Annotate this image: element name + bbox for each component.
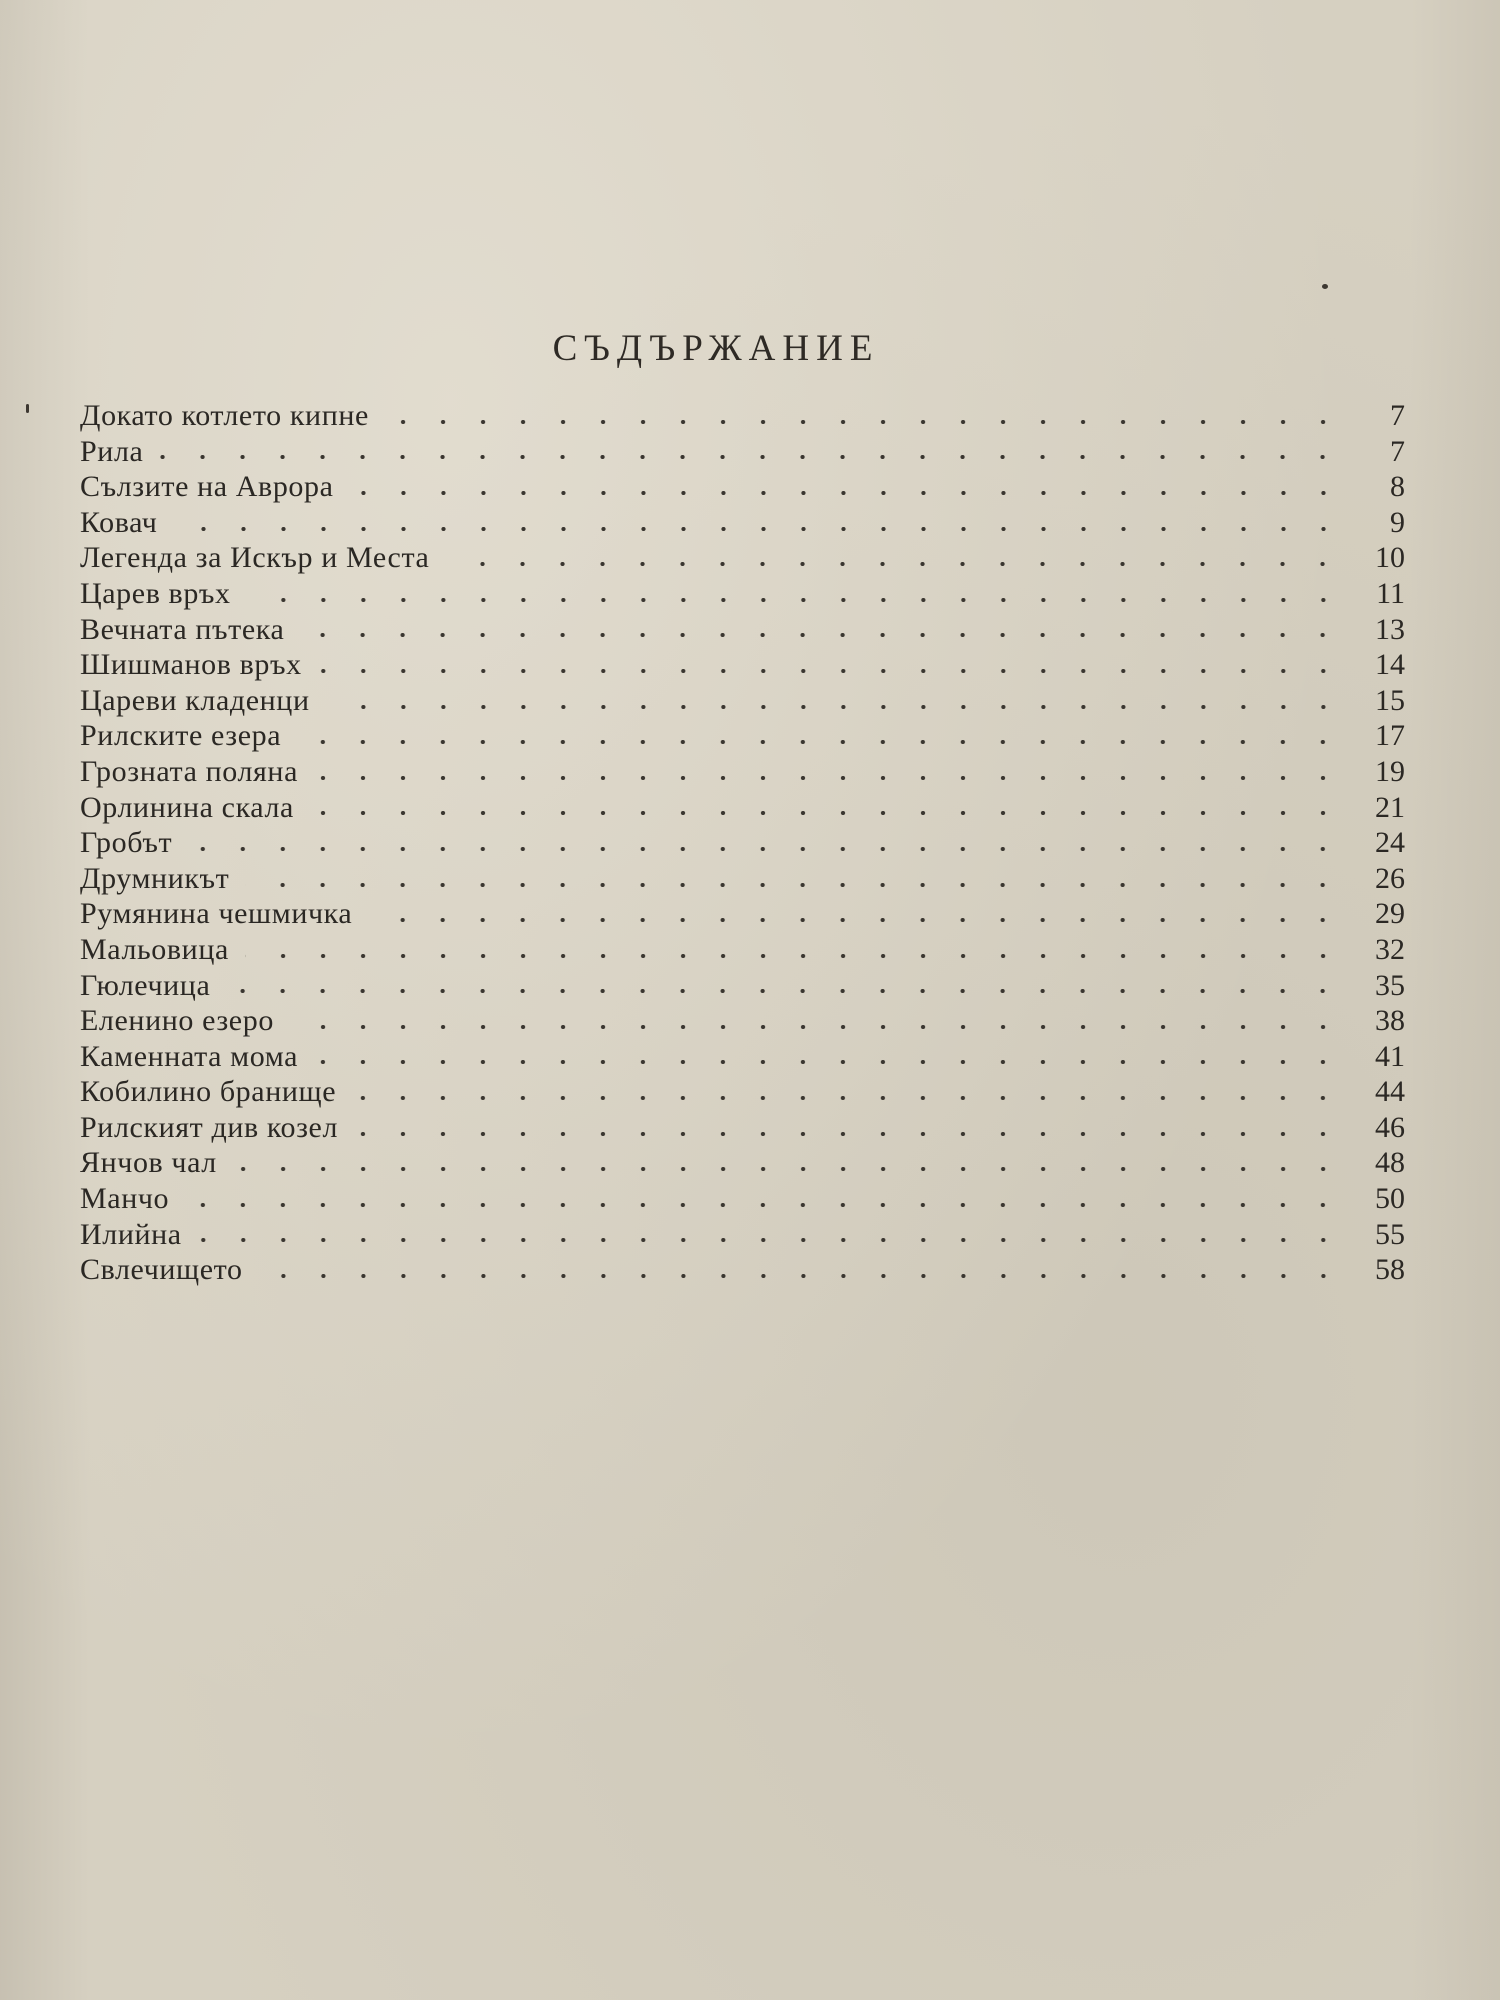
dot-leader bbox=[314, 1060, 1343, 1064]
toc-entry-page-number: 19 bbox=[1375, 754, 1405, 788]
dot-leader bbox=[245, 954, 1343, 958]
toc-entry-title: Мальовица bbox=[80, 932, 229, 966]
toc-entry bbox=[80, 612, 1405, 648]
toc-entry-title: Гробът bbox=[80, 826, 173, 860]
toc-entry-page-number: 58 bbox=[1375, 1253, 1405, 1287]
toc-entry-page-number: 46 bbox=[1375, 1110, 1405, 1144]
toc-entry-page-number: 55 bbox=[1375, 1217, 1405, 1251]
dot-leader bbox=[385, 420, 1343, 424]
dot-leader bbox=[368, 918, 1343, 922]
toc-entry-page-number: 13 bbox=[1375, 612, 1405, 646]
dot-leader bbox=[326, 705, 1343, 709]
toc-entry bbox=[80, 896, 1405, 932]
toc-entry-title: Кобилино бранище bbox=[80, 1075, 337, 1109]
toc-entry-page-number: 26 bbox=[1375, 861, 1405, 895]
toc-entry-title: Друмникът bbox=[80, 861, 230, 895]
dot-leader bbox=[318, 669, 1343, 673]
toc-entry-title: Манчо bbox=[80, 1182, 170, 1216]
toc-entry-page-number: 10 bbox=[1375, 541, 1405, 575]
dot-leader bbox=[185, 1203, 1343, 1207]
toc-entry bbox=[80, 1145, 1405, 1181]
toc-entry-page-number: 7 bbox=[1390, 434, 1405, 468]
toc-entry-page-number: 50 bbox=[1375, 1182, 1405, 1216]
toc-entry-page-number: 15 bbox=[1375, 683, 1405, 717]
toc-entry-page-number: 38 bbox=[1375, 1004, 1405, 1038]
toc-entry bbox=[80, 718, 1405, 754]
toc-entry-title: Шишманов връх bbox=[80, 648, 302, 682]
toc-entry-title: Каменната мома bbox=[80, 1039, 299, 1073]
toc-entry-page-number: 8 bbox=[1390, 470, 1405, 504]
toc-entry bbox=[80, 647, 1405, 683]
toc-entry bbox=[80, 434, 1405, 470]
toc-entry-title: Свлечището bbox=[80, 1253, 243, 1287]
toc-entry-title: Рилските езера bbox=[80, 719, 282, 753]
ink-speck bbox=[26, 404, 29, 413]
dot-leader bbox=[297, 740, 1343, 744]
toc-entry-title: Грозната поляна bbox=[80, 754, 298, 788]
toc-entry bbox=[80, 576, 1405, 612]
toc-entry bbox=[80, 861, 1405, 897]
toc-entry-page-number: 44 bbox=[1375, 1075, 1405, 1109]
dot-leader bbox=[226, 989, 1343, 993]
dot-leader bbox=[188, 847, 1343, 851]
toc-entry bbox=[80, 754, 1405, 790]
dot-leader bbox=[259, 1274, 1343, 1278]
toc-entry-page-number: 32 bbox=[1375, 932, 1405, 966]
toc-entry bbox=[80, 1003, 1405, 1039]
toc-entry bbox=[80, 1217, 1405, 1253]
toc-entry bbox=[80, 932, 1405, 968]
toc-entry-title: Сълзите на Аврора bbox=[80, 470, 334, 504]
dot-leader bbox=[352, 1096, 1343, 1100]
dot-leader bbox=[233, 1167, 1343, 1171]
dot-leader bbox=[174, 527, 1344, 531]
toc-entry-title: Легенда за Искър и Места bbox=[80, 541, 430, 575]
dot-leader bbox=[159, 455, 1343, 459]
toc-entry bbox=[80, 825, 1405, 861]
toc-entry bbox=[80, 1039, 1405, 1075]
dot-leader bbox=[300, 633, 1343, 637]
toc-entry-title: Янчов чал bbox=[80, 1146, 217, 1180]
toc-entry bbox=[80, 505, 1405, 541]
dot-leader bbox=[310, 811, 1343, 815]
toc-entry-title: Румянина чешмичка bbox=[80, 897, 353, 931]
toc-entry-title: Гюлечица bbox=[80, 968, 211, 1002]
dot-leader bbox=[290, 1025, 1343, 1029]
toc-entry-title: Докато котлето кипне bbox=[80, 399, 369, 432]
toc-entry-title: Еленино езеро bbox=[80, 1004, 274, 1038]
toc-entry-page-number: 48 bbox=[1375, 1146, 1405, 1180]
dot-leader bbox=[314, 776, 1343, 780]
dot-leader bbox=[198, 1238, 1343, 1242]
toc-entry-page-number: 7 bbox=[1390, 399, 1405, 432]
toc-entry bbox=[80, 1252, 1405, 1288]
table-of-contents bbox=[80, 398, 1405, 1288]
toc-entry-title: Вечната пътека bbox=[80, 612, 285, 646]
dot-leader bbox=[354, 1132, 1343, 1136]
toc-entry bbox=[80, 968, 1405, 1004]
toc-entry-page-number: 29 bbox=[1375, 897, 1405, 931]
toc-entry bbox=[80, 1074, 1405, 1110]
toc-entry-title: Рила bbox=[80, 434, 144, 468]
dot-leader bbox=[445, 562, 1343, 566]
toc-entry bbox=[80, 540, 1405, 576]
toc-entry-title: Царев връх bbox=[80, 576, 231, 610]
dot-leader bbox=[350, 491, 1343, 495]
toc-entry-page-number: 41 bbox=[1375, 1039, 1405, 1073]
toc-entry-page-number: 11 bbox=[1376, 576, 1405, 610]
toc-entry-page-number: 9 bbox=[1390, 505, 1405, 539]
toc-entry bbox=[80, 790, 1405, 826]
toc-entry-page-number: 21 bbox=[1375, 790, 1405, 824]
toc-entry-title: Илийна bbox=[80, 1217, 182, 1251]
toc-entry-page-number: 24 bbox=[1375, 826, 1405, 860]
ink-speck bbox=[1322, 284, 1328, 289]
toc-entry bbox=[80, 1110, 1405, 1146]
toc-entry-title: Рилският див козел bbox=[80, 1110, 339, 1144]
toc-entry bbox=[80, 683, 1405, 719]
toc-entry bbox=[80, 469, 1405, 505]
toc-entry-title: Ковач bbox=[80, 505, 158, 539]
toc-entry-title: Цареви кладенци bbox=[80, 683, 310, 717]
dot-leader bbox=[245, 883, 1343, 887]
toc-entry bbox=[80, 1181, 1405, 1217]
page-title: СЪДЪРЖАНИЕ bbox=[552, 327, 880, 369]
toc-entry-title: Орлинина скала bbox=[80, 790, 294, 824]
toc-entry-page-number: 35 bbox=[1375, 968, 1405, 1002]
toc-entry bbox=[80, 398, 1405, 434]
toc-entry-page-number: 17 bbox=[1375, 719, 1405, 753]
dot-leader bbox=[247, 598, 1343, 602]
toc-entry-page-number: 14 bbox=[1375, 648, 1405, 682]
